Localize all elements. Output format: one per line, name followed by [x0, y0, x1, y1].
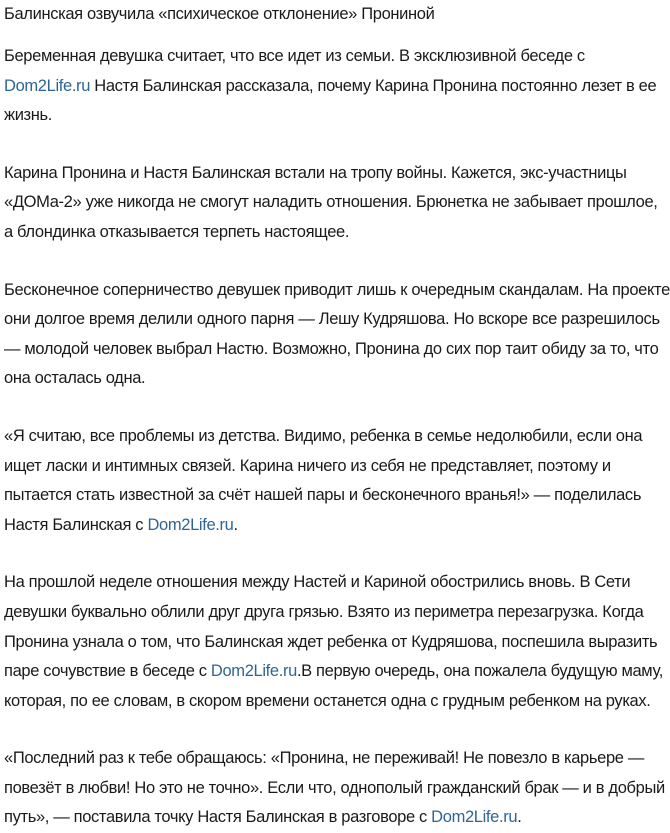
paragraph-4-text-start: «Я считаю, все проблемы из детства. Видимо, ребенка в семье недолюбили, если она ищет ласки и интимных связей. Карина ничего из себя не представляет, поэтому и пытается стать известной за счёт нашей пары и бесконечного вранья!» — поделилась Настя Балинская с: [4, 426, 643, 534]
paragraph-5-text-end: .В первую очередь, она пожалела будущую маму, которая, по ее словам, в скором времени останется одна с грудным ребенком на руках.: [4, 662, 663, 710]
paragraph-1-text-end: Настя Балинская рассказала, почему Карина Пронина постоянно лезет в ее жизнь.: [4, 76, 657, 125]
paragraph-6-quote: [4, 744, 670, 833]
paragraph-4-text-end: .: [233, 515, 238, 534]
paragraph-5-text-start: На прошлой неделе отношения между Настей и Кариной обострились вновь. В Сети девушки буквально облили друг друга грязью. Взято из периметра перезагрузка. Когда Пронина узнала о том, что Балинская ждет ребенка от Кудряшова, поспешила выразить паре сочувствие в беседе с: [4, 573, 658, 681]
paragraph-6-text-start: «Последний раз к тебе обращаюсь: «Пронина, не переживай! Не повезло в карьере — повезёт в любви! Но это не точно». Если что, однополый гражданский брак — и в добрый путь», — поставила точку Настя Балинская в разговоре с: [4, 749, 665, 827]
paragraph-6-text-end: .: [517, 808, 522, 827]
dom2life-link[interactable]: Dom2Life.ru: [4, 76, 91, 95]
article-title: Балинская озвучила «психическое отклонение» Прониной: [4, 5, 435, 23]
paragraph-1-text-start: Беременная девушка считает, что все идет из семьи. В эксклюзивной беседе с: [4, 47, 585, 65]
dom2life-link[interactable]: Dom2Life.ru: [210, 662, 297, 681]
paragraph-5: [4, 568, 670, 716]
paragraph-3: Бесконечное соперничество девушек приводит лишь к очередным скандалам. На проекте они долгое время делили одного парня — Лешу Кудряшова. Но вскоре все разрешилось — молодой человек выбрал Настю. Возможно, Пронина до сих пор таит обиду за то, что она осталась одна.: [4, 280, 670, 388]
dom2life-link[interactable]: Dom2Life.ru: [147, 515, 234, 534]
paragraph-4-quote: [4, 422, 670, 540]
paragraph-2: Карина Пронина и Настя Балинская встали на тропу войны. Кажется, экс-участницы «ДОМа-2» уже никогда не смогут наладить отношения. Брюнетка не забывает прошлое, а блондинка отказывается терпеть настоящее.: [4, 163, 658, 241]
paragraph-1: [4, 42, 670, 131]
dom2life-link[interactable]: Dom2Life.ru: [431, 808, 518, 827]
